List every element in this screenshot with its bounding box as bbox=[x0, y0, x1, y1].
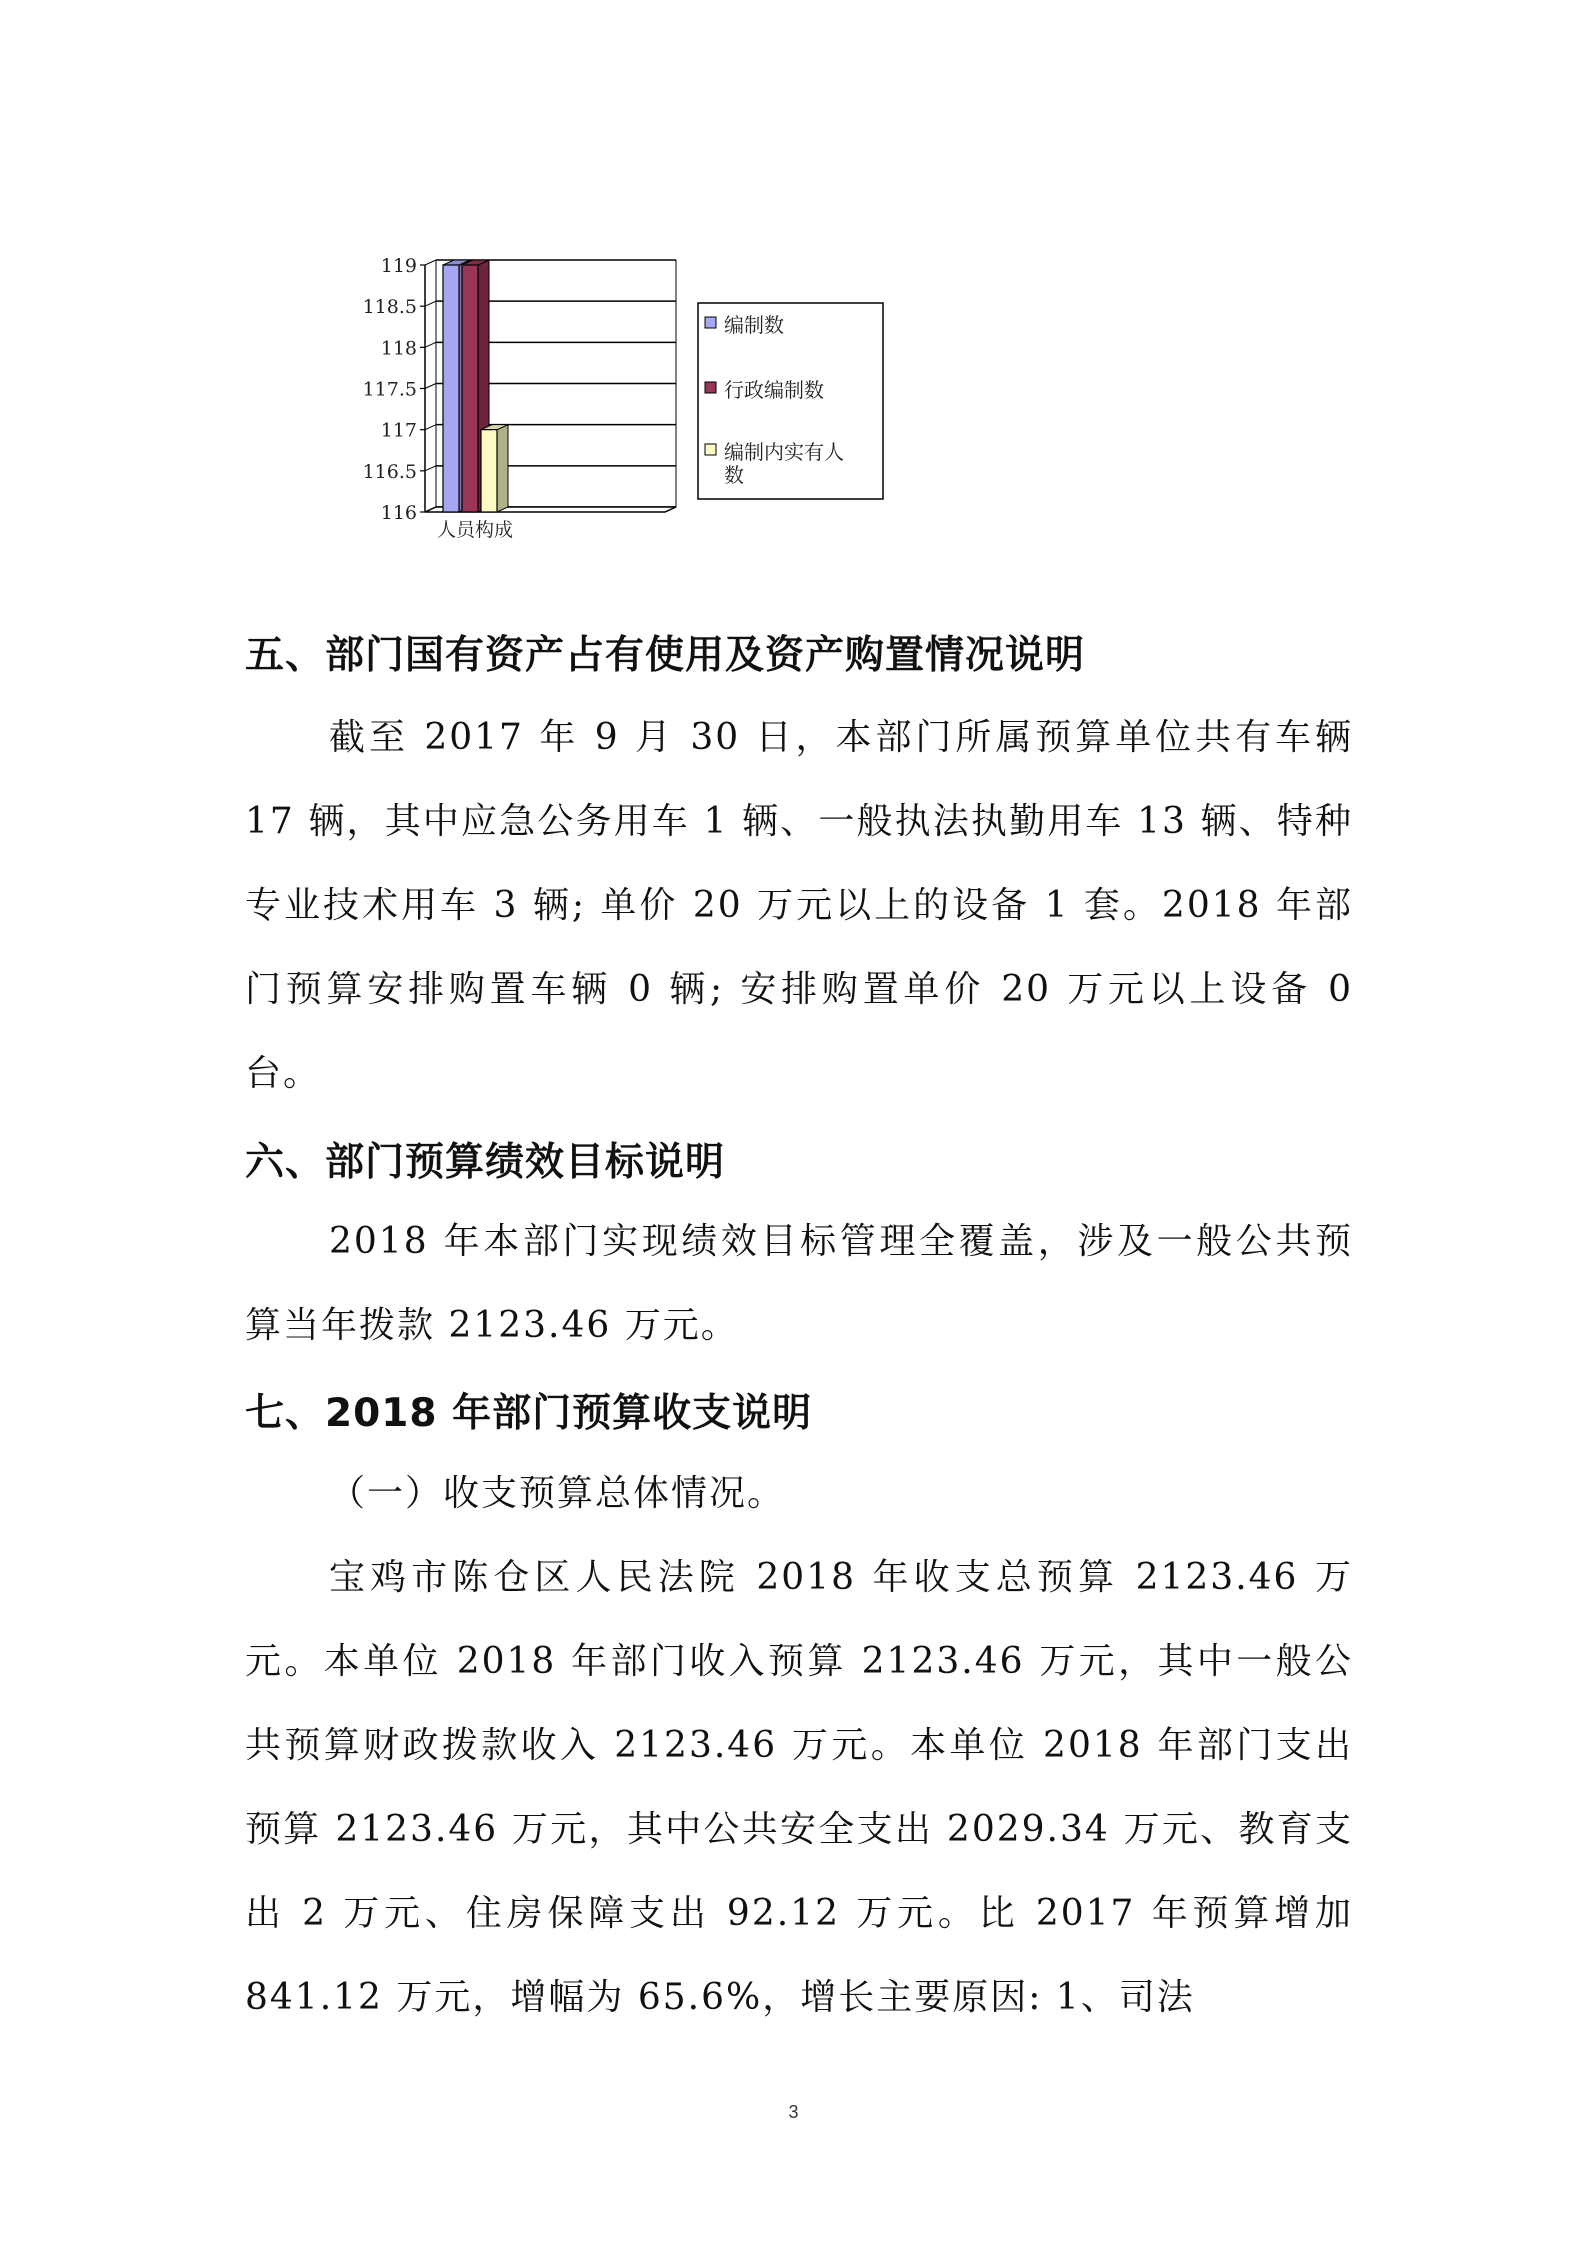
legend-swatch bbox=[705, 382, 716, 393]
gridline-depth bbox=[425, 466, 436, 471]
y-tick-label: 116 bbox=[380, 502, 417, 524]
section-subheading-budget: （一）收支预算总体情况。 bbox=[329, 1473, 786, 1514]
section-body-assets: 截至 2017 年 9 月 30 日，本部门所属预算单位共有车辆 17 辆，其中应急公务用车 1 辆、一般执法执勤用车 13 辆、特种专业技术用车 3 辆; 单价 20 万元以上的设备 1 套。2018 年部门预算安排购置车辆 0 辆; 安排购置单价 20 万元以上设备 0 台。 bbox=[245, 717, 1353, 1094]
bar bbox=[462, 265, 478, 512]
section-heading-performance: 六、部门预算绩效目标说明 bbox=[245, 1140, 726, 1185]
page-number: 3 bbox=[788, 2102, 799, 2122]
section-budget bbox=[245, 1382, 1353, 1438]
y-tick-label: 116.5 bbox=[362, 460, 417, 483]
legend-swatch bbox=[705, 444, 716, 455]
section-assets bbox=[245, 624, 1353, 680]
gridline-depth bbox=[425, 384, 436, 389]
legend-label: 编制数 bbox=[724, 313, 784, 337]
gridline-depth bbox=[425, 342, 436, 347]
y-tick-labels bbox=[363, 255, 417, 524]
section-assets-body-wrap bbox=[245, 696, 1353, 1116]
bar-side bbox=[497, 425, 508, 512]
y-tick-label: 118.5 bbox=[362, 296, 417, 319]
section-budget-sub-wrap bbox=[245, 1452, 1353, 1536]
chart-legend bbox=[698, 303, 883, 499]
legend-label: 行政编制数 bbox=[724, 378, 824, 402]
y-tick-label: 119 bbox=[380, 255, 417, 277]
gridline-depth bbox=[425, 425, 436, 430]
chart-bars bbox=[443, 260, 508, 512]
section-performance bbox=[245, 1131, 1353, 1187]
bar bbox=[481, 430, 497, 512]
gridline-depth bbox=[425, 301, 436, 306]
y-tick-label: 117.5 bbox=[362, 378, 417, 401]
legend-label: 编制内实有人 bbox=[724, 440, 844, 464]
y-tick-label: 118 bbox=[380, 337, 417, 360]
section-heading-budget: 七、2018 年部门预算收支说明 bbox=[245, 1391, 813, 1436]
legend-swatch bbox=[705, 317, 716, 328]
section-body-performance: 2018 年本部门实现绩效目标管理全覆盖，涉及一般公共预算当年拨款 2123.46 万元。 bbox=[245, 1221, 1353, 1346]
section-performance-body-wrap bbox=[245, 1200, 1353, 1368]
legend-label: 数 bbox=[724, 463, 744, 487]
y-tick-label: 117 bbox=[380, 419, 417, 442]
section-budget-body-wrap bbox=[245, 1536, 1353, 2040]
x-category-label: 人员构成 bbox=[437, 519, 514, 541]
gridline-depth bbox=[425, 260, 436, 265]
bar bbox=[443, 265, 459, 512]
section-body-budget: 宝鸡市陈仓区人民法院 2018 年收支总预算 2123.46 万元。本单位 2018 年部门收入预算 2123.46 万元，其中一般公共预算财政拨款收入 2123.46 万元。本单位 2018 年部门支出预算 2123.46 万元，其中公共安全支出 2029.34 万元、教育支出 2 万元、住房保障支出 92.12 万元。比 2017 年预算增加 841.12 万元，增幅为 65.6%，增长主要原因: 1、司法 bbox=[245, 1557, 1353, 2018]
section-heading-assets: 五、部门国有资产占有使用及资产购置情况说明 bbox=[245, 633, 1086, 678]
staff-bar-chart bbox=[0, 0, 1587, 600]
